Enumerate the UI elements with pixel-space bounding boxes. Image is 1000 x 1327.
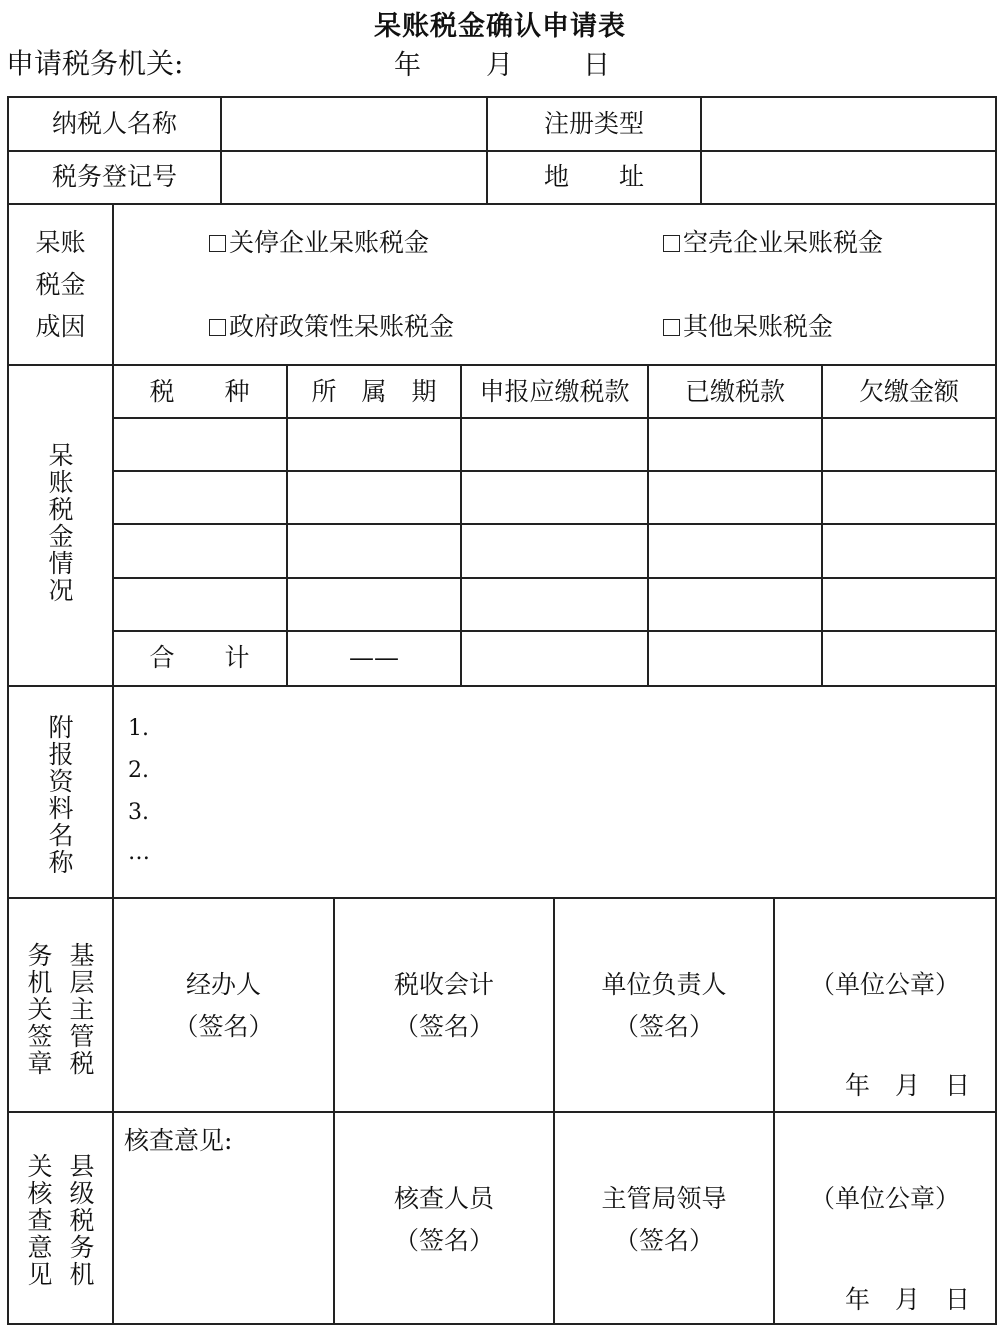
cause-option-shell[interactable]: 空壳企业呆账税金 xyxy=(663,230,883,255)
county-date: 年 月 日 xyxy=(845,1285,971,1314)
grassroots-handler-sign[interactable]: （签名） xyxy=(173,1012,274,1041)
authority-label: 申请税务机关: xyxy=(6,47,184,80)
checkbox-icon[interactable] xyxy=(209,319,226,336)
form-title: 呆账税金确认申请表 xyxy=(374,11,626,42)
taxpayer-name-field[interactable] xyxy=(222,98,486,150)
situation-side-label: 呆账税金情况 xyxy=(45,442,74,604)
grassroots-accountant-role: 税收会计 xyxy=(393,970,494,999)
opinion-label: 核查意见: xyxy=(124,1126,233,1155)
attachments-side-label: 附报资料名称 xyxy=(45,714,74,876)
cause-option-shutdown[interactable]: 关停企业呆账税金 xyxy=(209,230,429,255)
county-side-label-col2: 关核查意见 xyxy=(24,1153,53,1288)
cause-option-other[interactable]: 其他呆账税金 xyxy=(663,314,833,339)
cause-option-policy[interactable]: 政府政策性呆账税金 xyxy=(209,314,454,339)
col-header-paid: 已缴税款 xyxy=(684,377,785,406)
county-seal[interactable]: （单位公章） xyxy=(809,1184,960,1213)
total-label: 合 计 xyxy=(149,643,250,672)
county-reviewer-sign[interactable]: （签名） xyxy=(393,1226,494,1255)
attachment-item: … xyxy=(128,840,150,865)
county-side-label-col1: 县级税务机 xyxy=(66,1153,95,1288)
grassroots-head-role: 单位负责人 xyxy=(601,970,727,999)
table-row[interactable] xyxy=(114,525,995,577)
col-header-period: 所 属 期 xyxy=(311,377,437,406)
grassroots-side-label-col2: 务机关签章 xyxy=(24,942,53,1077)
cause-label-line1: 呆账 xyxy=(35,228,86,257)
tax-reg-field[interactable] xyxy=(222,152,486,203)
cause-label-line3: 成因 xyxy=(35,312,86,341)
col-header-declared: 申报应缴税款 xyxy=(479,377,630,406)
attachment-item: 2. xyxy=(128,758,149,783)
col-header-owed: 欠缴金额 xyxy=(858,377,959,406)
grassroots-accountant-sign[interactable]: （签名） xyxy=(393,1012,494,1041)
col-header-tax-type: 税 种 xyxy=(149,377,250,406)
table-row[interactable] xyxy=(114,472,995,523)
taxpayer-name-label: 纳税人名称 xyxy=(51,109,177,138)
table-row[interactable] xyxy=(114,419,995,470)
date-year: 年 xyxy=(394,50,421,81)
table-row[interactable] xyxy=(114,579,995,630)
tax-reg-label: 税务登记号 xyxy=(51,162,177,191)
reg-type-field[interactable] xyxy=(702,98,995,150)
county-reviewer-role: 核查人员 xyxy=(393,1184,494,1213)
grassroots-side-label-col1: 基层主管税 xyxy=(66,942,95,1077)
grassroots-date: 年 月 日 xyxy=(845,1071,971,1100)
attachment-item: 3. xyxy=(128,800,149,825)
date-day: 日 xyxy=(583,50,610,81)
checkbox-icon[interactable] xyxy=(209,235,226,252)
address-label: 地 址 xyxy=(543,162,644,191)
county-leader-role: 主管局领导 xyxy=(601,1184,727,1213)
total-period-dash: —— xyxy=(349,643,399,672)
county-leader-sign[interactable]: （签名） xyxy=(613,1226,714,1255)
grassroots-head-sign[interactable]: （签名） xyxy=(613,1012,714,1041)
grassroots-handler-role: 经办人 xyxy=(185,970,261,999)
checkbox-icon[interactable] xyxy=(663,235,680,252)
opinion-field[interactable] xyxy=(114,1160,333,1321)
cause-label-line2: 税金 xyxy=(35,270,86,299)
date-month: 月 xyxy=(486,50,513,81)
address-field[interactable] xyxy=(702,152,995,203)
checkbox-icon[interactable] xyxy=(663,319,680,336)
reg-type-label: 注册类型 xyxy=(543,109,644,138)
grassroots-seal[interactable]: （单位公章） xyxy=(809,970,960,999)
attachment-item: 1. xyxy=(128,716,149,741)
